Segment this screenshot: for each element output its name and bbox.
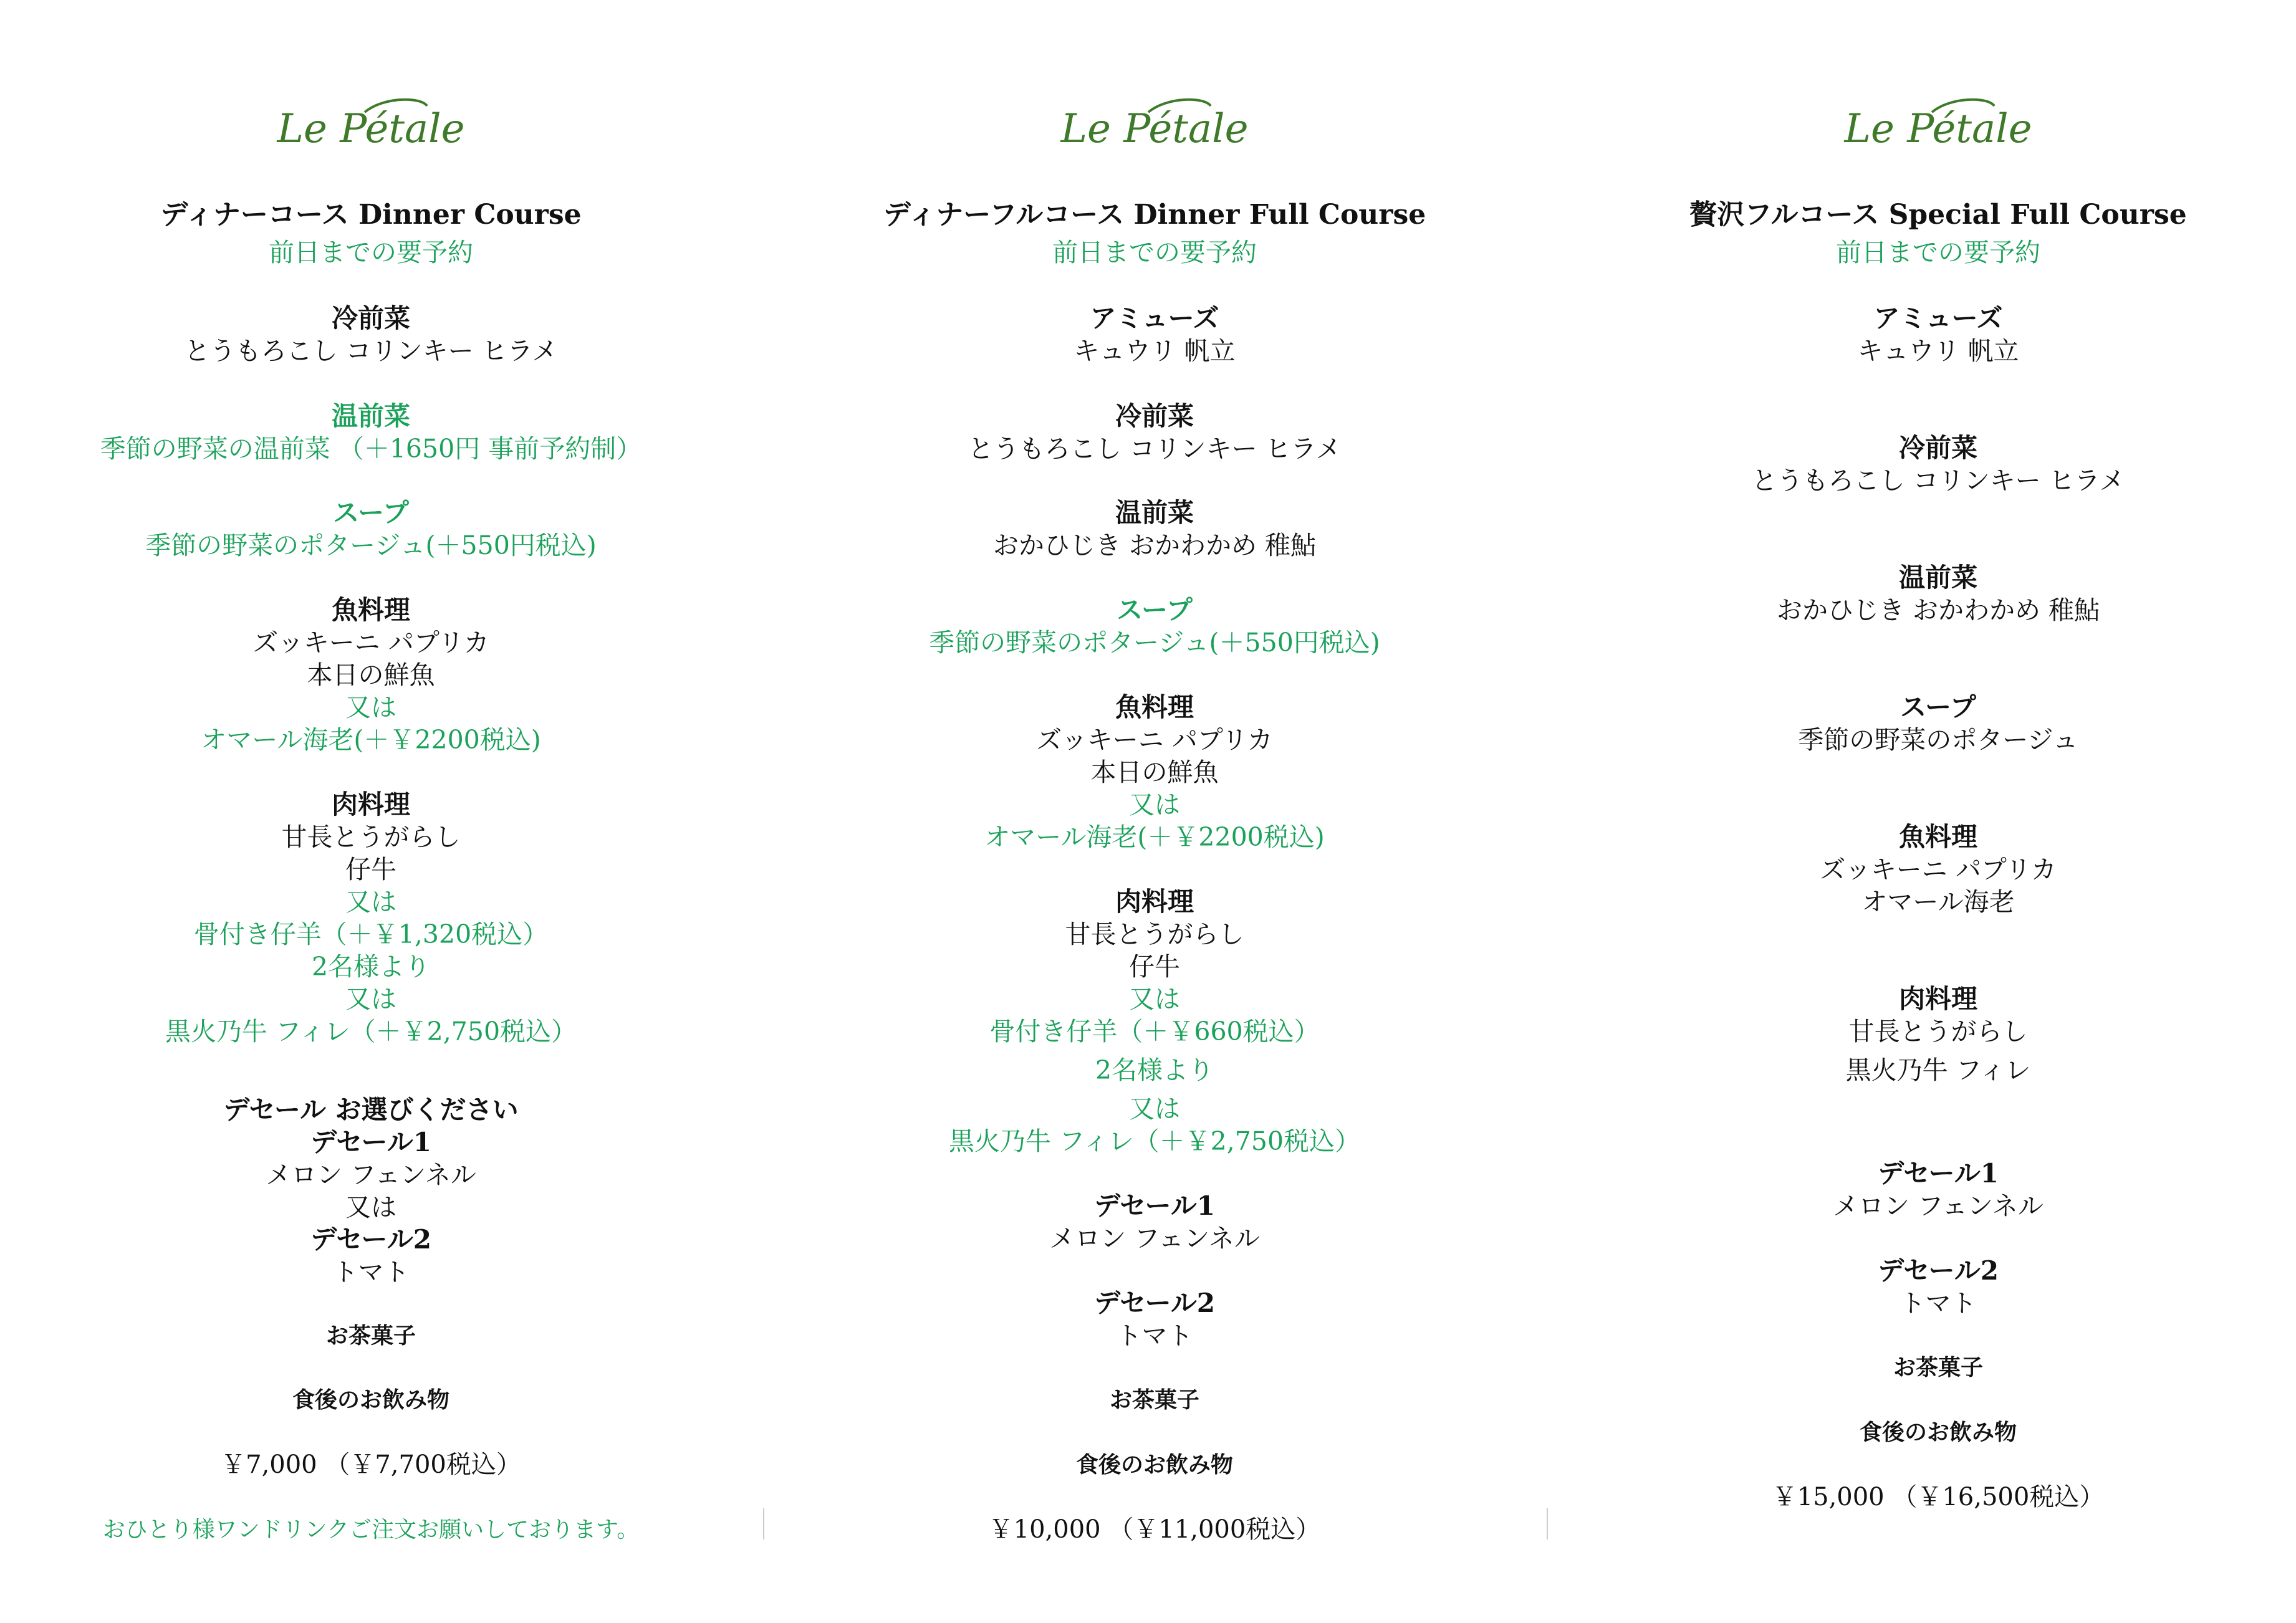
amuse-heading: アミューズ — [1090, 303, 1219, 333]
column-divider — [1547, 1508, 1548, 1539]
dessert2-text: トマト — [1116, 1321, 1193, 1351]
price-text: ￥10,000 （￥11,000税込） — [988, 1515, 1321, 1544]
warm-starter-heading: 温前菜 — [331, 401, 410, 431]
meat-line-2: 仔牛 — [345, 855, 396, 884]
meat-heading: 肉料理 — [1115, 886, 1194, 917]
dessert2-heading: デセール2 — [1878, 1255, 1999, 1286]
logo-image — [271, 93, 471, 162]
fish-line-2: 本日の鮮魚 — [307, 660, 435, 690]
meat-line-2: 黒火乃牛 フィレ — [1845, 1055, 2031, 1085]
meat-line-1: 甘長とうがらし — [1065, 919, 1244, 949]
meat-alternative-1: 骨付き仔羊（＋￥1,320税込） — [193, 919, 549, 949]
drinks-text: 食後のお飲み物 — [1075, 1452, 1233, 1478]
brand-logo — [12, 93, 729, 162]
logo-image — [1838, 93, 2038, 162]
fish-line-2: オマール海老 — [1861, 887, 2015, 917]
dessert-or: 又は — [345, 1192, 396, 1222]
cold-starter-heading: 冷前菜 — [1898, 433, 1977, 463]
meat-heading: 肉料理 — [1898, 984, 1977, 1014]
one-drink-note: おひとり様ワンドリンクご注文お願いしております。 — [102, 1517, 640, 1543]
soup-text: 季節の野菜のポタージュ(＋550円税込) — [145, 530, 597, 560]
warm-starter-text: おかひじき おかわかめ 稚鮎 — [1776, 595, 2100, 625]
drinks-text: 食後のお飲み物 — [292, 1387, 449, 1413]
fish-line-1: ズッキーニ パプリカ — [1036, 725, 1273, 755]
warm-starter-text: おかひじき おかわかめ 稚鮎 — [992, 530, 1317, 560]
course-title: ディナーフルコース Dinner Full Course — [883, 199, 1426, 231]
cold-starter-text: とうもろこし コリンキー ヒラメ — [184, 336, 558, 366]
dessert1-text: メロン フェンネル — [1833, 1191, 2044, 1221]
price-text: ￥7,000 （￥7,700税込） — [221, 1450, 521, 1479]
svg-text:Le Pétale: Le Pétale — [1844, 106, 2032, 152]
amuse-heading: アミューズ — [1873, 303, 2003, 333]
meat-note: 2名様より — [1095, 1055, 1214, 1085]
logo-image — [1055, 93, 1254, 162]
dessert1-heading: デセール1 — [1094, 1190, 1215, 1221]
cold-starter-text: とうもろこし コリンキー ヒラメ — [968, 434, 1342, 464]
menu-column-dinner-full-course — [796, 0, 1513, 1623]
soup-text: 季節の野菜のポタージュ — [1798, 725, 2078, 755]
warm-starter-heading: 温前菜 — [1898, 562, 1977, 593]
meat-alternative-2: 黒火乃牛 フィレ（＋￥2,750税込） — [165, 1017, 577, 1046]
svg-text:Le Pétale: Le Pétale — [277, 106, 465, 152]
warm-starter-text: 季節の野菜の温前菜 （＋1650円 事前予約制） — [100, 434, 642, 464]
course-title: ディナーコース Dinner Course — [160, 199, 582, 231]
sweets-text: お茶菓子 — [1109, 1387, 1199, 1413]
menu-column-dinner-course — [12, 0, 729, 1623]
menu-column-special-full-course — [1580, 0, 2296, 1623]
fish-heading: 魚料理 — [1898, 821, 1977, 852]
meat-or-2: 又は — [345, 984, 396, 1014]
dessert1-heading: デセール1 — [1878, 1158, 1999, 1189]
meat-or-2: 又は — [1129, 1094, 1180, 1124]
meat-alternative-2: 黒火乃牛 フィレ（＋￥2,750税込） — [948, 1126, 1361, 1156]
dessert2-text: トマト — [1900, 1288, 1977, 1318]
reservation-note: 前日までの要予約 — [269, 237, 473, 267]
drinks-text: 食後のお飲み物 — [1859, 1419, 2017, 1445]
fish-heading: 魚料理 — [1115, 692, 1194, 722]
dessert1-text: メロン フェンネル — [1049, 1223, 1260, 1253]
fish-line-1: ズッキーニ パプリカ — [1820, 855, 2057, 884]
fish-alternative: オマール海老(＋￥2200税込) — [201, 725, 541, 755]
warm-starter-heading: 温前菜 — [1115, 497, 1194, 528]
soup-text: 季節の野菜のポタージュ(＋550円税込) — [929, 628, 1380, 658]
meat-or-1: 又は — [345, 887, 396, 917]
fish-alternative: オマール海老(＋￥2200税込) — [984, 822, 1325, 852]
dessert2-heading: デセール2 — [310, 1224, 431, 1255]
price-text: ￥15,000 （￥16,500税込） — [1772, 1483, 2105, 1511]
fish-or: 又は — [345, 692, 396, 722]
cold-starter-heading: 冷前菜 — [1115, 401, 1194, 431]
meat-line-1: 甘長とうがらし — [1848, 1017, 2028, 1046]
fish-line-1: ズッキーニ パプリカ — [252, 628, 489, 658]
meat-or-1: 又は — [1129, 984, 1180, 1014]
fish-heading: 魚料理 — [331, 595, 410, 625]
brand-logo — [796, 93, 1513, 162]
svg-text:Le Pétale: Le Pétale — [1060, 106, 1249, 152]
reservation-note: 前日までの要予約 — [1836, 237, 2040, 267]
soup-heading: スープ — [333, 497, 409, 528]
brand-logo — [1580, 93, 2296, 162]
amuse-text: キュウリ 帆立 — [1074, 336, 1236, 366]
meat-note: 2名様より — [311, 952, 431, 982]
fish-or: 又は — [1129, 790, 1180, 820]
dessert1-heading: デセール1 — [310, 1127, 431, 1157]
sweets-text: お茶菓子 — [1893, 1354, 1983, 1381]
soup-heading: スープ — [1117, 595, 1193, 625]
meat-line-1: 甘長とうがらし — [281, 822, 461, 852]
reservation-note: 前日までの要予約 — [1052, 237, 1257, 267]
cold-starter-heading: 冷前菜 — [331, 303, 410, 333]
dessert1-text: メロン フェンネル — [266, 1160, 476, 1190]
dessert2-text: トマト — [332, 1257, 410, 1287]
meat-heading: 肉料理 — [331, 789, 410, 820]
sweets-text: お茶菓子 — [325, 1323, 416, 1349]
meat-line-2: 仔牛 — [1129, 952, 1180, 982]
dessert2-heading: デセール2 — [1094, 1288, 1215, 1318]
cold-starter-text: とうもろこし コリンキー ヒラメ — [1751, 466, 2125, 496]
dessert-choice-heading: デセール お選びください — [223, 1094, 519, 1125]
column-divider — [763, 1508, 764, 1539]
course-title: 贅沢フルコース Special Full Course — [1689, 199, 2187, 231]
amuse-text: キュウリ 帆立 — [1857, 336, 2019, 366]
fish-line-2: 本日の鮮魚 — [1090, 757, 1219, 787]
soup-heading: スープ — [1900, 692, 1976, 722]
meat-alternative-1: 骨付き仔羊（＋￥660税込） — [989, 1017, 1320, 1046]
